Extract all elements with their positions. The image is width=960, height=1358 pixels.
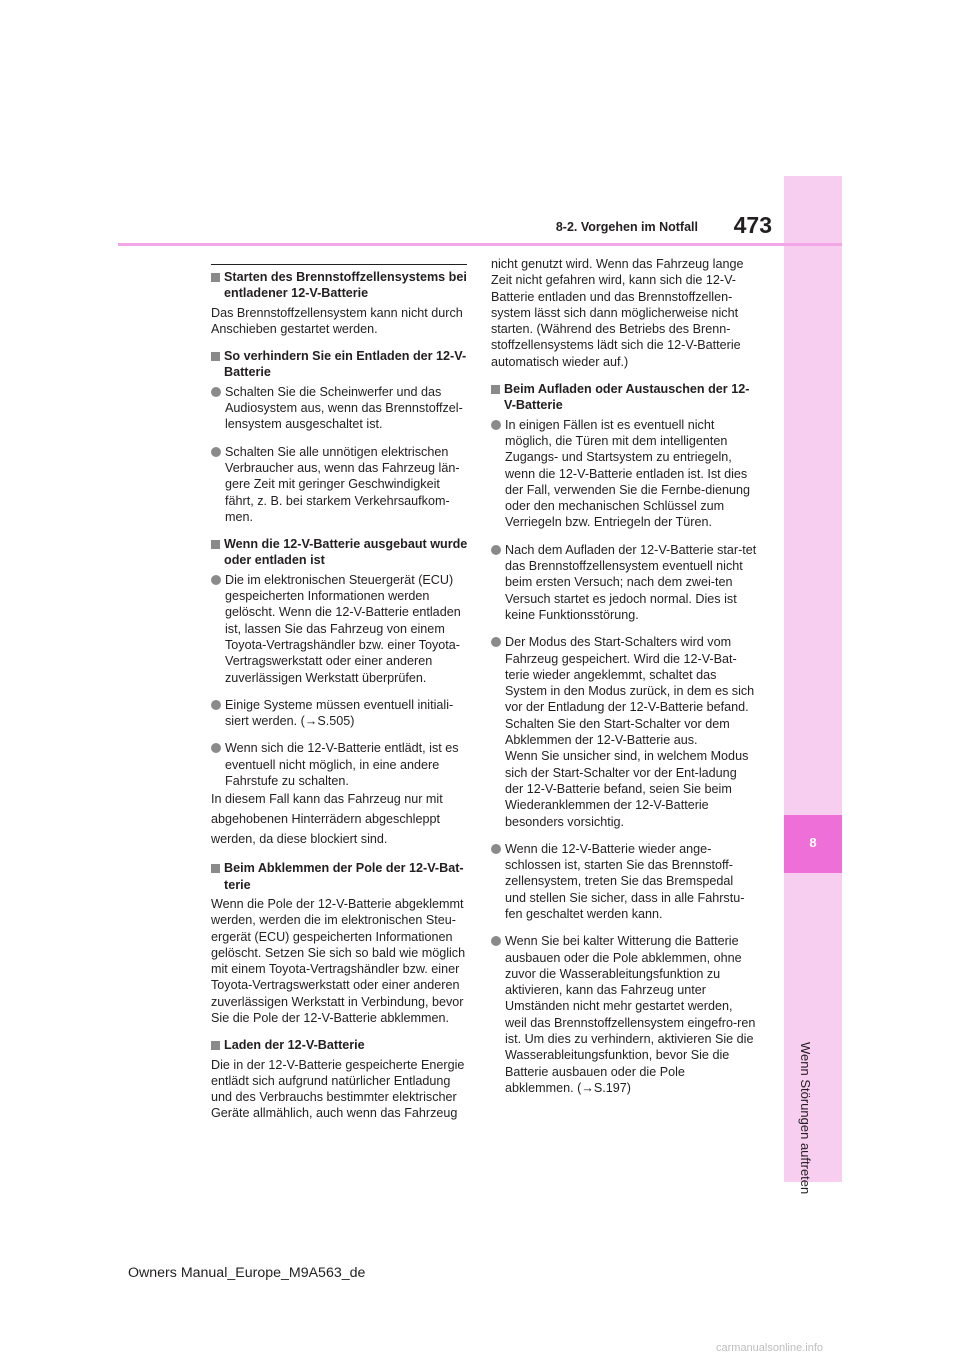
- paragraph-line: werden, da diese blockiert sind.: [211, 832, 388, 847]
- heading-text: Wenn die 12-V-Batterie ausgebaut wurde oder entladen ist: [224, 537, 468, 568]
- section-heading: [211, 269, 469, 302]
- bullet-item: [211, 384, 469, 433]
- paragraph: Wenn die Pole der 12-V-Batterie abgeklemmt werden, werden die im elektronischen Steu-ergerät (ECU) gespeicherten Informationen gelöscht. Setzen Sie sich so bald wie möglich mit einem Toyota-Vertragshändler bzw. einer Toyota-Vertragswerkstatt oder einer anderen zuverlässigen Werkstatt in Verbindung, bevor Sie die Pole der 12-V-Batterie abklemmen.: [211, 896, 466, 1025]
- round-bullet-icon: [491, 545, 501, 555]
- round-bullet-icon: [491, 844, 501, 854]
- bullet-item: [211, 572, 469, 686]
- paragraph-continuation: nicht genutzt wird. Wenn das Fahrzeug lange Zeit nicht gefahren wird, kann sich die 12-V-Batterie entladen und das Brennstoffzellen-system lässt sich dann möglicherweise nicht starten. (Während des Betriebs des Brenn-stoffzellensystems lädt sich die 12-V-Batterie automatisch wieder auf.): [491, 257, 744, 369]
- left-column: [211, 269, 469, 1133]
- heading-text: Starten des Brennstoffzellensystems bei entladener 12-V-Batterie: [224, 270, 467, 301]
- bullet-item: [211, 740, 469, 789]
- bullet-text: In einigen Fällen ist es eventuell nicht möglich, die Türen mit dem intelligenten Zugangs- und Startsystem zu entriegeln, wenn die 12-V-Batterie entladen ist. Ist dies der Fall, verwenden Sie die Fernbe-dienung oder den mechanischen Schlüssel zum Verriegeln bzw. Entriegeln der Türen.: [505, 417, 751, 530]
- round-bullet-icon: [211, 575, 221, 585]
- square-bullet-icon: [211, 352, 220, 361]
- bullet-item: [491, 542, 757, 623]
- round-bullet-icon: [211, 447, 221, 457]
- bullet-item: [491, 417, 757, 531]
- square-bullet-icon: [211, 540, 220, 549]
- paragraph: Die in der 12-V-Batterie gespeicherte Energie entlädt sich aufgrund natürlicher Entladung und des Verbrauchs bestimmter elektrischer Geräte allmählich, auch wenn das Fahrzeug: [211, 1057, 465, 1121]
- bullet-text: Nach dem Aufladen der 12-V-Batterie star-tet das Brennstoffzellensystem eventuell nicht beim ersten Versuch; nach dem zwei-ten Versuch startet es jedoch normal. Dies ist keine Funktionsstörung.: [505, 542, 757, 622]
- footer-manual-id: Owners Manual_Europe_M9A563_de: [128, 1265, 366, 1281]
- bullet-item: [491, 841, 757, 922]
- heading-text: Beim Abklemmen der Pole der 12-V-Bat-terie: [224, 861, 464, 892]
- square-bullet-icon: [491, 385, 500, 394]
- section-heading: [491, 381, 757, 414]
- header-rule: [118, 243, 842, 246]
- round-bullet-icon: [211, 700, 221, 710]
- round-bullet-icon: [491, 637, 501, 647]
- section-aufladen-austauschen: [491, 381, 757, 1096]
- round-bullet-icon: [211, 387, 221, 397]
- bullet-text: Wenn Sie bei kalter Witterung die Batterie ausbauen oder die Pole abklemmen, ohne zuvor die Wasserableitungsfunktion zu aktivieren, kann das Fahrzeug unter Umständen nicht mehr gestartet werden, weil das Brennstoffzellensystem eingefro-ren ist. Um dies zu verhindern, aktivieren Sie die Wasserableitungsfunktion, bevor Sie die Batterie ausbauen oder die Pole abklemmen. (→S.197): [505, 934, 756, 1095]
- round-bullet-icon: [491, 420, 501, 430]
- square-bullet-icon: [211, 1041, 220, 1050]
- paragraph: Das Brennstoffzellensystem kann nicht durch Anschieben gestartet werden.: [211, 305, 463, 336]
- bullet-text: Wenn Sie unsicher sind, in welchem Modus sich der Start-Schalter vor der Ent-ladung der 12-V-Batterie befand, seien Sie beim Wiederanklemmen der 12-V-Batterie besonders vorsichtig.: [505, 749, 749, 829]
- section-heading: [211, 1037, 469, 1053]
- side-tab-title: Wenn Störungen auftreten: [798, 1042, 813, 1195]
- bullet-text: Der Modus des Start-Schalters wird vom Fahrzeug gespeichert. Wird die 12-V-Bat-terie wieder angeklemmt, schaltet das System in den Modus zurück, in dem es sich vor der Entladung der 12-V-Batterie befand. Schalten Sie den Start-Schalter vor dem Abklemmen der 12-V-Batterie aus.: [505, 635, 755, 748]
- section-abklemmen-pole: [211, 860, 469, 1026]
- heading-text: Beim Aufladen oder Austauschen der 12-V-Batterie: [504, 382, 750, 413]
- side-tab-background: [784, 176, 842, 1182]
- bullet-text: Die im elektronischen Steuergerät (ECU) gespeicherten Informationen werden gelöscht. Wenn die 12-V-Batterie entladen ist, lassen Sie das Fahrzeug von einem Toyota-Vertragshändler bzw. einer Toyota-Vertragswerkstatt oder einer anderen zuverlässigen Werkstatt überprüfen.: [225, 572, 461, 685]
- square-bullet-icon: [211, 864, 220, 873]
- section-batterie-start: [211, 269, 469, 337]
- bullet-text: Einige Systeme müssen eventuell initiali-siert werden. (→S.505): [225, 697, 454, 729]
- side-tab-number: 8: [809, 835, 817, 850]
- bullet-item: [211, 444, 469, 525]
- bullet-text: Schalten Sie die Scheinwerfer und das Audiosystem aus, wenn das Brennstoffzel-lensystem ausgeschaltet ist.: [225, 384, 463, 432]
- bullet-text: Schalten Sie alle unnötigen elektrischen Verbraucher aus, wenn das Fahrzeug län-gere Zeit mit geringer Geschwindigkeit fährt, z. B. bei starkem Verkehrsaufkom-men.: [225, 444, 460, 524]
- watermark: carmanualsonline.info: [716, 1342, 824, 1354]
- section-heading: [211, 860, 469, 893]
- section-ausgebaut-entladen: [211, 536, 469, 849]
- bullet-text: Wenn sich die 12-V-Batterie entlädt, ist es eventuell nicht möglich, in eine andere Fahrstufe zu schalten.: [225, 741, 459, 789]
- round-bullet-icon: [491, 936, 501, 946]
- section-heading: [211, 536, 469, 569]
- bullet-item: [491, 634, 757, 830]
- bullet-item: [491, 933, 757, 1096]
- page-number: 473: [733, 212, 772, 238]
- section-verhindern-entladen: [211, 348, 469, 525]
- section-laden-batterie: [211, 1037, 469, 1121]
- bullet-text: Wenn die 12-V-Batterie wieder ange-schlossen ist, starten Sie das Brennstoff-zellensystem, treten Sie das Bremspedal und stellen Sie sicher, dass in alle Fahrstu-fen geschaltet werden kann.: [505, 841, 745, 921]
- right-column: [491, 256, 757, 1107]
- section-heading: [211, 348, 469, 381]
- bullet-item: [211, 697, 469, 730]
- chapter-title: 8-2. Vorgehen im Notfall: [555, 220, 698, 234]
- paragraph-line: In diesem Fall kann das Fahrzeug nur mit: [211, 792, 443, 807]
- round-bullet-icon: [211, 743, 221, 753]
- paragraph-line: abgehobenen Hinterrädern abgeschleppt: [211, 812, 440, 827]
- heading-text: Laden der 12-V-Batterie: [224, 1038, 365, 1053]
- column-rule: [211, 264, 467, 265]
- square-bullet-icon: [211, 273, 220, 282]
- heading-text: So verhindern Sie ein Entladen der 12-V-Batterie: [224, 349, 467, 380]
